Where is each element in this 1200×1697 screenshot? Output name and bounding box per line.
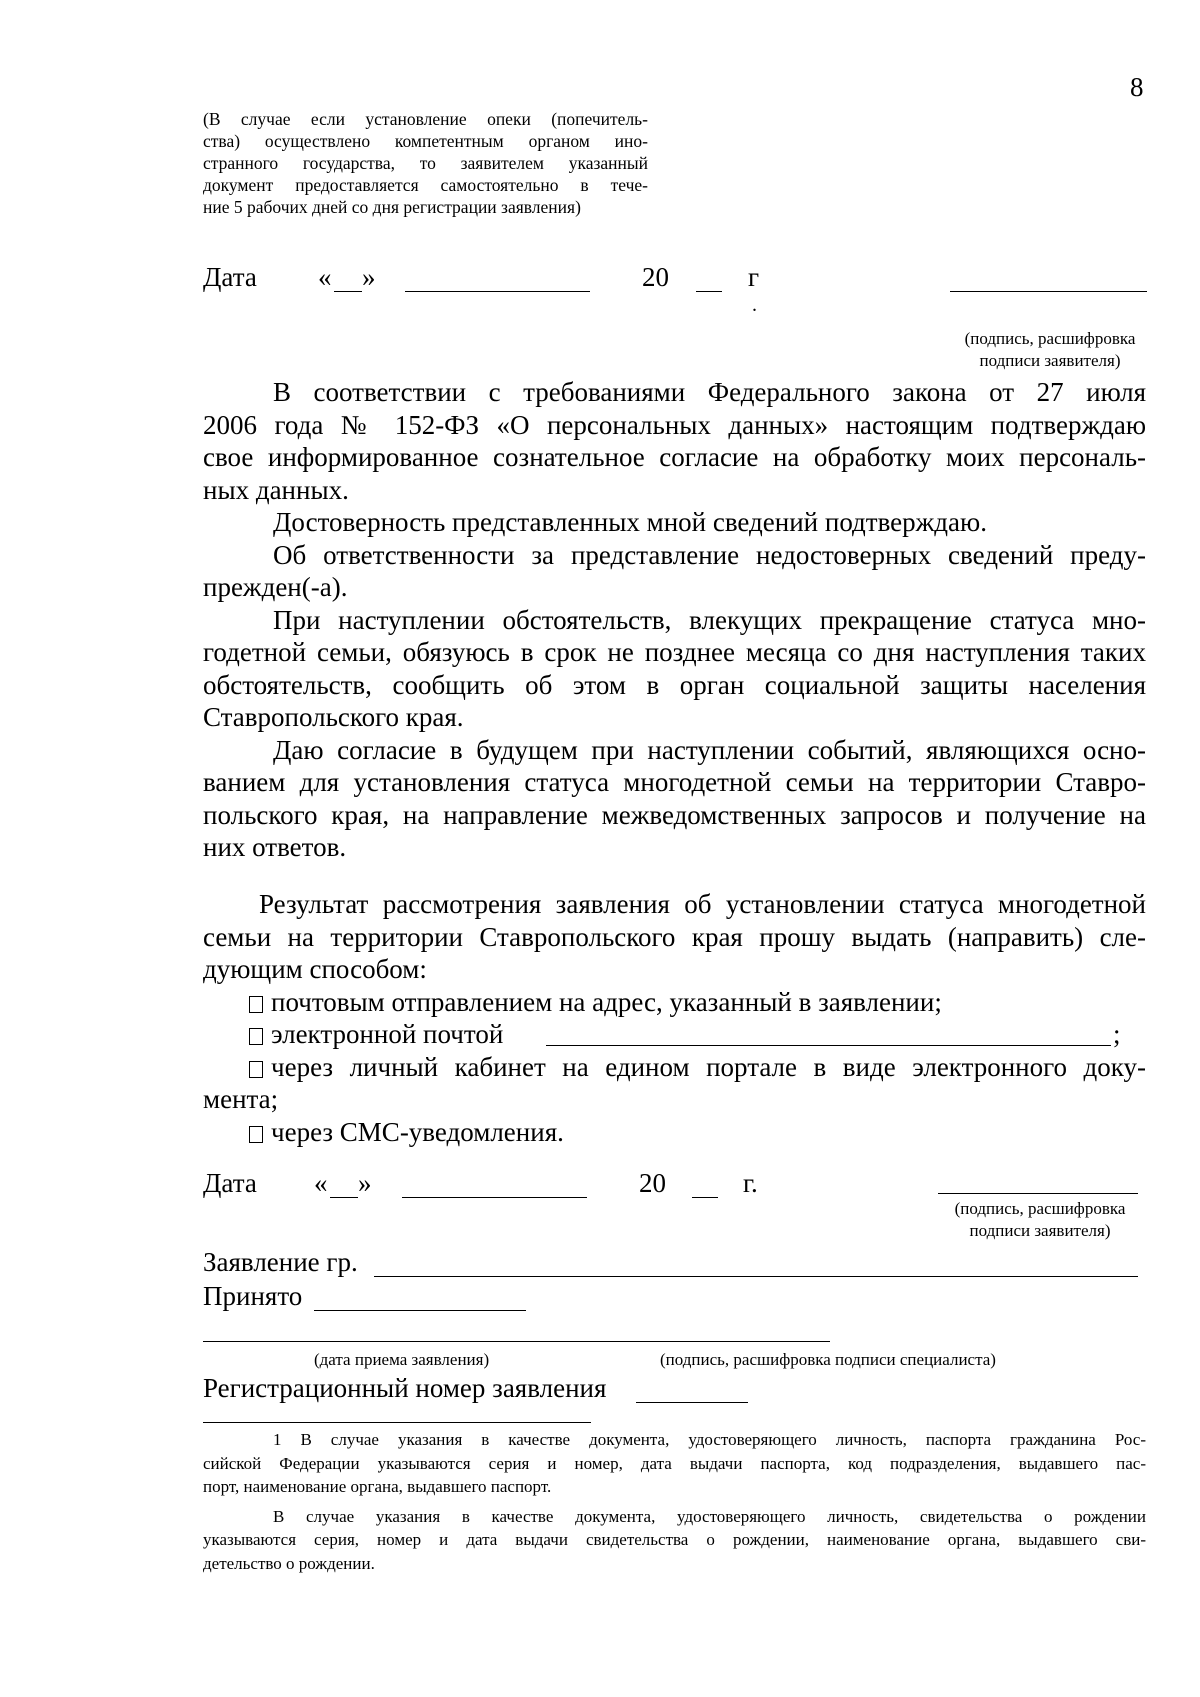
checkbox[interactable] [249,996,263,1013]
caption-line: (подпись, расшифровка [954,1199,1126,1218]
month-blank[interactable] [402,1197,587,1198]
personal-data-line: ных данных. [203,474,349,505]
delivery-option-portal[interactable] [203,1051,1146,1084]
year-suffix: г. [743,1168,758,1198]
portal-line-2: мента; [203,1084,279,1114]
obligation-line: годетной семьи, обязуюсь в срок не позднее месяца со дня наступления таких [203,637,1146,667]
footnote-line: сийской Федерации указываются серия и номер, дата выдачи паспорта, код подразделения, выдавшего пас- [203,1453,1146,1473]
note-line: (В случае если установление опеки (попечитель- [203,109,648,129]
year-blank[interactable] [692,1197,718,1198]
caption-line: (подпись, расшифровка [964,329,1136,348]
quote-close: » [358,1168,372,1198]
reliability-line: Достоверность представленных мной сведений подтверждаю. [273,507,987,537]
checkbox[interactable] [249,1028,263,1045]
note-line: ние 5 рабочих дней со дня регистрации заявления) [203,197,581,217]
quote-open: « [318,262,332,292]
note-line: странного государства, то заявителем указанный [203,153,648,173]
footnote-line: В случае указания в качестве документа, удостоверяющего личность, свидетельства о рождении [273,1506,1146,1526]
delivery-intro-line: семьи на территории Ставропольского края прошу выдать (направить) сле- [203,921,1146,952]
applicant-label: Заявление гр. [203,1247,358,1277]
specialist-caption: (подпись, расшифровка подписи специалиста) [660,1350,996,1369]
stray-dot: . [752,294,757,316]
year-blank[interactable] [696,291,722,292]
foreign-guardianship-note [203,108,648,218]
date-label: Дата [203,262,257,292]
caption-line: подписи заявителя) [969,1221,1111,1240]
signature-blank[interactable] [950,291,1147,292]
personal-data-line: В соответствии с требованиями Федерального закона от 27 июля [273,377,1146,407]
delivery-intro-line: дующим способом: [203,954,427,984]
accepted-blank[interactable] [314,1310,526,1311]
obligation-line: обстоятельств, сообщить об этом в орган социальной защиты населения [203,669,1146,700]
option-label: почтовым отправлением на адрес, указанный в заявлении; [271,986,942,1017]
date-signature-blank[interactable] [203,1341,830,1342]
option-label: электронной почтой [271,1019,504,1049]
future-consent-line: них ответов. [203,832,347,862]
future-consent-line: Даю согласие в будущем при наступлении событий, являющихся осно- [273,734,1146,765]
date-label: Дата [203,1168,257,1198]
email-blank[interactable] [546,1045,1111,1046]
footnote-line: порт, наименование органа, выдавшего паспорт. [203,1477,552,1496]
delivery-option-email[interactable] [203,1018,1146,1051]
note-line: ства) осуществлено компетентным органом ино- [203,131,648,151]
consent-section [203,376,1146,864]
footnote-line: 1 В случае указания в качестве документа, удостоверяющего личность, паспорта гражданина Рос- [273,1430,1146,1449]
quote-close: » [362,262,376,292]
page-number: 8 [1130,72,1144,102]
option-label: через СМС-уведомления. [271,1116,564,1147]
future-consent-line: ванием для установления статуса многодетной семьи на территории Ставро- [203,767,1146,797]
footnote-line: указываются серия, номер и дата выдачи свидетельства о рождении, наименование органа, выдавшего сви- [203,1530,1146,1549]
year-prefix: 20 [639,1168,666,1198]
personal-data-line: 2006 года № 152-ФЗ «О персональных данных» настоящим подтверждаю [203,409,1146,440]
month-blank[interactable] [405,291,590,292]
year-suffix: г [748,262,760,292]
email-end: ; [1113,1019,1121,1049]
signature-blank[interactable] [938,1193,1138,1194]
caption-line: подписи заявителя) [979,351,1121,370]
year-prefix: 20 [642,262,669,292]
footnote-separator [203,1422,591,1423]
date-caption: (дата приема заявления) [314,1350,490,1369]
personal-data-line: свое информированное сознательное согласие на обработку моих персональ- [203,442,1146,472]
reg-number-label: Регистрационный номер заявления [203,1373,607,1403]
result-delivery-section [203,888,1146,1148]
footnote-line: детельство о рождении. [203,1553,375,1573]
day-blank[interactable] [330,1197,358,1198]
responsibility-line: Об ответственности за представление недостоверных сведений преду- [273,539,1146,570]
delivery-option-post[interactable] [203,986,1146,1019]
note-line: документ предоставляется самостоятельно в тече- [203,175,648,195]
future-consent-line: польского края, на направление межведомственных запросов и получение на [203,799,1146,830]
delivery-option-sms[interactable] [203,1116,1146,1149]
footnote [203,1428,1146,1575]
signature-caption [940,328,1160,372]
obligation-line: При наступлении обстоятельств, влекущих прекращение статуса мно- [273,604,1146,635]
obligation-line: Ставропольского края. [203,702,464,732]
signature-caption [930,1198,1150,1242]
option-label: через личный кабинет на едином портале в виде электронного доку- [271,1051,1146,1082]
quote-open: « [314,1168,328,1198]
reg-number-blank[interactable] [636,1402,748,1403]
day-blank[interactable] [334,291,362,292]
accepted-label: Принято [203,1281,303,1311]
responsibility-line: прежден(-а). [203,572,348,602]
checkbox[interactable] [249,1061,263,1078]
checkbox[interactable] [249,1126,263,1143]
delivery-intro-line: Результат рассмотрения заявления об установлении статуса многодетной [259,889,1146,919]
applicant-blank[interactable] [374,1276,1138,1277]
